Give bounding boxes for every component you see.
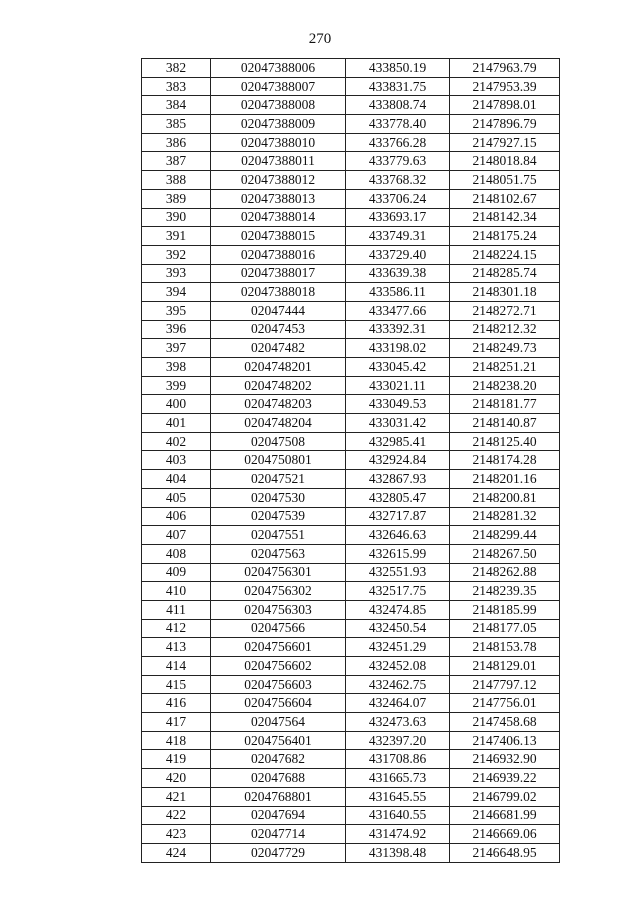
table-row <box>142 152 560 171</box>
y-coordinate-cell: 2148200.81 <box>450 488 560 507</box>
point-number-cell: 411 <box>142 600 211 619</box>
table-row <box>142 806 560 825</box>
table-row <box>142 488 560 507</box>
point-number-cell: 415 <box>142 675 211 694</box>
point-id-cell: 02047482 <box>211 339 346 358</box>
point-number-cell: 420 <box>142 769 211 788</box>
x-coordinate-cell: 433768.32 <box>346 171 450 190</box>
y-coordinate-cell: 2146648.95 <box>450 843 560 862</box>
table-row <box>142 750 560 769</box>
point-number-cell: 393 <box>142 264 211 283</box>
x-coordinate-cell: 432867.93 <box>346 470 450 489</box>
point-number-cell: 386 <box>142 133 211 152</box>
x-coordinate-cell: 433850.19 <box>346 59 450 78</box>
x-coordinate-cell: 432924.84 <box>346 451 450 470</box>
point-id-cell: 02047521 <box>211 470 346 489</box>
y-coordinate-cell: 2148129.01 <box>450 657 560 676</box>
x-coordinate-cell: 432646.63 <box>346 526 450 545</box>
x-coordinate-cell: 431665.73 <box>346 769 450 788</box>
table-row <box>142 638 560 657</box>
y-coordinate-cell: 2148299.44 <box>450 526 560 545</box>
table-row <box>142 301 560 320</box>
table-row <box>142 657 560 676</box>
y-coordinate-cell: 2148125.40 <box>450 432 560 451</box>
table-row <box>142 451 560 470</box>
y-coordinate-cell: 2148301.18 <box>450 283 560 302</box>
point-id-cell: 0204748204 <box>211 414 346 433</box>
point-id-cell: 02047729 <box>211 843 346 862</box>
point-number-cell: 382 <box>142 59 211 78</box>
x-coordinate-cell: 433021.11 <box>346 376 450 395</box>
point-id-cell: 0204748201 <box>211 358 346 377</box>
point-number-cell: 391 <box>142 227 211 246</box>
x-coordinate-cell: 432474.85 <box>346 600 450 619</box>
table-row <box>142 787 560 806</box>
table-row <box>142 171 560 190</box>
point-number-cell: 407 <box>142 526 211 545</box>
point-number-cell: 410 <box>142 582 211 601</box>
table-row <box>142 414 560 433</box>
point-number-cell: 419 <box>142 750 211 769</box>
point-id-cell: 0204756603 <box>211 675 346 694</box>
y-coordinate-cell: 2148262.88 <box>450 563 560 582</box>
point-number-cell: 400 <box>142 395 211 414</box>
point-id-cell: 02047388017 <box>211 264 346 283</box>
y-coordinate-cell: 2148224.15 <box>450 245 560 264</box>
y-coordinate-cell: 2148174.28 <box>450 451 560 470</box>
point-id-cell: 02047688 <box>211 769 346 788</box>
table-row <box>142 208 560 227</box>
y-coordinate-cell: 2148251.21 <box>450 358 560 377</box>
y-coordinate-cell: 2146939.22 <box>450 769 560 788</box>
point-id-cell: 02047388016 <box>211 245 346 264</box>
table-row <box>142 376 560 395</box>
y-coordinate-cell: 2147406.13 <box>450 731 560 750</box>
point-id-cell: 02047388013 <box>211 189 346 208</box>
table-row <box>142 283 560 302</box>
table-row <box>142 470 560 489</box>
x-coordinate-cell: 433766.28 <box>346 133 450 152</box>
page-number: 270 <box>308 31 332 47</box>
point-number-cell: 424 <box>142 843 211 862</box>
coordinates-table <box>141 58 560 863</box>
table-row <box>142 432 560 451</box>
point-number-cell: 416 <box>142 694 211 713</box>
point-id-cell: 02047508 <box>211 432 346 451</box>
point-id-cell: 0204756302 <box>211 582 346 601</box>
point-number-cell: 390 <box>142 208 211 227</box>
y-coordinate-cell: 2146799.02 <box>450 787 560 806</box>
point-id-cell: 0204756301 <box>211 563 346 582</box>
y-coordinate-cell: 2147896.79 <box>450 115 560 134</box>
x-coordinate-cell: 433831.75 <box>346 77 450 96</box>
y-coordinate-cell: 2148285.74 <box>450 264 560 283</box>
point-number-cell: 422 <box>142 806 211 825</box>
point-number-cell: 409 <box>142 563 211 582</box>
y-coordinate-cell: 2148212.32 <box>450 320 560 339</box>
x-coordinate-cell: 432462.75 <box>346 675 450 694</box>
y-coordinate-cell: 2148272.71 <box>450 301 560 320</box>
point-id-cell: 02047388008 <box>211 96 346 115</box>
table-row <box>142 77 560 96</box>
y-coordinate-cell: 2148267.50 <box>450 544 560 563</box>
y-coordinate-cell: 2146681.99 <box>450 806 560 825</box>
x-coordinate-cell: 431398.48 <box>346 843 450 862</box>
table-row <box>142 358 560 377</box>
y-coordinate-cell: 2148281.32 <box>450 507 560 526</box>
x-coordinate-cell: 431640.55 <box>346 806 450 825</box>
point-id-cell: 0204756604 <box>211 694 346 713</box>
x-coordinate-cell: 431645.55 <box>346 787 450 806</box>
x-coordinate-cell: 433729.40 <box>346 245 450 264</box>
point-id-cell: 02047388009 <box>211 115 346 134</box>
table-row <box>142 189 560 208</box>
point-number-cell: 403 <box>142 451 211 470</box>
point-number-cell: 392 <box>142 245 211 264</box>
x-coordinate-cell: 432551.93 <box>346 563 450 582</box>
x-coordinate-cell: 432615.99 <box>346 544 450 563</box>
table-row <box>142 133 560 152</box>
table-row <box>142 731 560 750</box>
y-coordinate-cell: 2147953.39 <box>450 77 560 96</box>
table-row <box>142 694 560 713</box>
point-number-cell: 383 <box>142 77 211 96</box>
y-coordinate-cell: 2147927.15 <box>450 133 560 152</box>
point-number-cell: 413 <box>142 638 211 657</box>
point-number-cell: 402 <box>142 432 211 451</box>
point-id-cell: 0204756401 <box>211 731 346 750</box>
table-row <box>142 713 560 732</box>
point-number-cell: 398 <box>142 358 211 377</box>
point-id-cell: 02047388011 <box>211 152 346 171</box>
point-number-cell: 397 <box>142 339 211 358</box>
point-number-cell: 406 <box>142 507 211 526</box>
point-id-cell: 02047564 <box>211 713 346 732</box>
point-number-cell: 412 <box>142 619 211 638</box>
x-coordinate-cell: 432452.08 <box>346 657 450 676</box>
point-number-cell: 387 <box>142 152 211 171</box>
x-coordinate-cell: 433779.63 <box>346 152 450 171</box>
table-row <box>142 59 560 78</box>
x-coordinate-cell: 432805.47 <box>346 488 450 507</box>
y-coordinate-cell: 2148249.73 <box>450 339 560 358</box>
table-row <box>142 843 560 862</box>
table-row <box>142 395 560 414</box>
point-id-cell: 02047444 <box>211 301 346 320</box>
point-number-cell: 404 <box>142 470 211 489</box>
point-id-cell: 0204750801 <box>211 451 346 470</box>
point-id-cell: 02047388014 <box>211 208 346 227</box>
x-coordinate-cell: 432450.54 <box>346 619 450 638</box>
x-coordinate-cell: 432717.87 <box>346 507 450 526</box>
point-id-cell: 02047388015 <box>211 227 346 246</box>
x-coordinate-cell: 433045.42 <box>346 358 450 377</box>
x-coordinate-cell: 433477.66 <box>346 301 450 320</box>
point-id-cell: 02047388012 <box>211 171 346 190</box>
point-id-cell: 0204756601 <box>211 638 346 657</box>
table-row <box>142 619 560 638</box>
x-coordinate-cell: 433749.31 <box>346 227 450 246</box>
x-coordinate-cell: 432985.41 <box>346 432 450 451</box>
x-coordinate-cell: 433639.38 <box>346 264 450 283</box>
x-coordinate-cell: 431474.92 <box>346 825 450 844</box>
point-id-cell: 02047551 <box>211 526 346 545</box>
y-coordinate-cell: 2148140.87 <box>450 414 560 433</box>
y-coordinate-cell: 2148238.20 <box>450 376 560 395</box>
y-coordinate-cell: 2147756.01 <box>450 694 560 713</box>
x-coordinate-cell: 432451.29 <box>346 638 450 657</box>
table-row <box>142 264 560 283</box>
table-row <box>142 115 560 134</box>
point-id-cell: 02047714 <box>211 825 346 844</box>
point-id-cell: 02047388010 <box>211 133 346 152</box>
point-number-cell: 417 <box>142 713 211 732</box>
point-number-cell: 396 <box>142 320 211 339</box>
point-id-cell: 02047453 <box>211 320 346 339</box>
point-id-cell: 0204756303 <box>211 600 346 619</box>
point-number-cell: 414 <box>142 657 211 676</box>
x-coordinate-cell: 432397.20 <box>346 731 450 750</box>
y-coordinate-cell: 2146932.90 <box>450 750 560 769</box>
point-id-cell: 02047566 <box>211 619 346 638</box>
y-coordinate-cell: 2148181.77 <box>450 395 560 414</box>
table-row <box>142 675 560 694</box>
table-row <box>142 563 560 582</box>
table-row <box>142 507 560 526</box>
y-coordinate-cell: 2147898.01 <box>450 96 560 115</box>
point-number-cell: 385 <box>142 115 211 134</box>
table-row <box>142 825 560 844</box>
x-coordinate-cell: 431708.86 <box>346 750 450 769</box>
point-id-cell: 02047694 <box>211 806 346 825</box>
point-id-cell: 02047388018 <box>211 283 346 302</box>
y-coordinate-cell: 2148239.35 <box>450 582 560 601</box>
y-coordinate-cell: 2148201.16 <box>450 470 560 489</box>
table-row <box>142 582 560 601</box>
point-number-cell: 395 <box>142 301 211 320</box>
coordinates-table-body <box>142 59 560 863</box>
x-coordinate-cell: 433198.02 <box>346 339 450 358</box>
x-coordinate-cell: 433693.17 <box>346 208 450 227</box>
table-row <box>142 544 560 563</box>
y-coordinate-cell: 2148142.34 <box>450 208 560 227</box>
point-number-cell: 423 <box>142 825 211 844</box>
x-coordinate-cell: 432473.63 <box>346 713 450 732</box>
point-id-cell: 02047682 <box>211 750 346 769</box>
point-number-cell: 418 <box>142 731 211 750</box>
table-row <box>142 339 560 358</box>
point-number-cell: 408 <box>142 544 211 563</box>
point-number-cell: 394 <box>142 283 211 302</box>
x-coordinate-cell: 433808.74 <box>346 96 450 115</box>
point-number-cell: 384 <box>142 96 211 115</box>
point-id-cell: 02047563 <box>211 544 346 563</box>
table-row <box>142 96 560 115</box>
table-row <box>142 769 560 788</box>
point-id-cell: 0204756602 <box>211 657 346 676</box>
y-coordinate-cell: 2148175.24 <box>450 227 560 246</box>
point-number-cell: 421 <box>142 787 211 806</box>
table-row <box>142 600 560 619</box>
table-row <box>142 320 560 339</box>
point-id-cell: 0204748202 <box>211 376 346 395</box>
table-row <box>142 227 560 246</box>
y-coordinate-cell: 2148018.84 <box>450 152 560 171</box>
point-id-cell: 0204748203 <box>211 395 346 414</box>
x-coordinate-cell: 432517.75 <box>346 582 450 601</box>
x-coordinate-cell: 433778.40 <box>346 115 450 134</box>
point-id-cell: 0204768801 <box>211 787 346 806</box>
x-coordinate-cell: 433706.24 <box>346 189 450 208</box>
x-coordinate-cell: 433586.11 <box>346 283 450 302</box>
y-coordinate-cell: 2148051.75 <box>450 171 560 190</box>
point-number-cell: 401 <box>142 414 211 433</box>
point-id-cell: 02047530 <box>211 488 346 507</box>
y-coordinate-cell: 2147458.68 <box>450 713 560 732</box>
point-number-cell: 388 <box>142 171 211 190</box>
y-coordinate-cell: 2148177.05 <box>450 619 560 638</box>
y-coordinate-cell: 2146669.06 <box>450 825 560 844</box>
y-coordinate-cell: 2147963.79 <box>450 59 560 78</box>
point-id-cell: 02047539 <box>211 507 346 526</box>
x-coordinate-cell: 432464.07 <box>346 694 450 713</box>
point-number-cell: 399 <box>142 376 211 395</box>
point-number-cell: 389 <box>142 189 211 208</box>
point-id-cell: 02047388007 <box>211 77 346 96</box>
x-coordinate-cell: 433049.53 <box>346 395 450 414</box>
y-coordinate-cell: 2147797.12 <box>450 675 560 694</box>
x-coordinate-cell: 433031.42 <box>346 414 450 433</box>
point-id-cell: 02047388006 <box>211 59 346 78</box>
y-coordinate-cell: 2148185.99 <box>450 600 560 619</box>
point-number-cell: 405 <box>142 488 211 507</box>
y-coordinate-cell: 2148153.78 <box>450 638 560 657</box>
y-coordinate-cell: 2148102.67 <box>450 189 560 208</box>
table-row <box>142 526 560 545</box>
table-row <box>142 245 560 264</box>
x-coordinate-cell: 433392.31 <box>346 320 450 339</box>
